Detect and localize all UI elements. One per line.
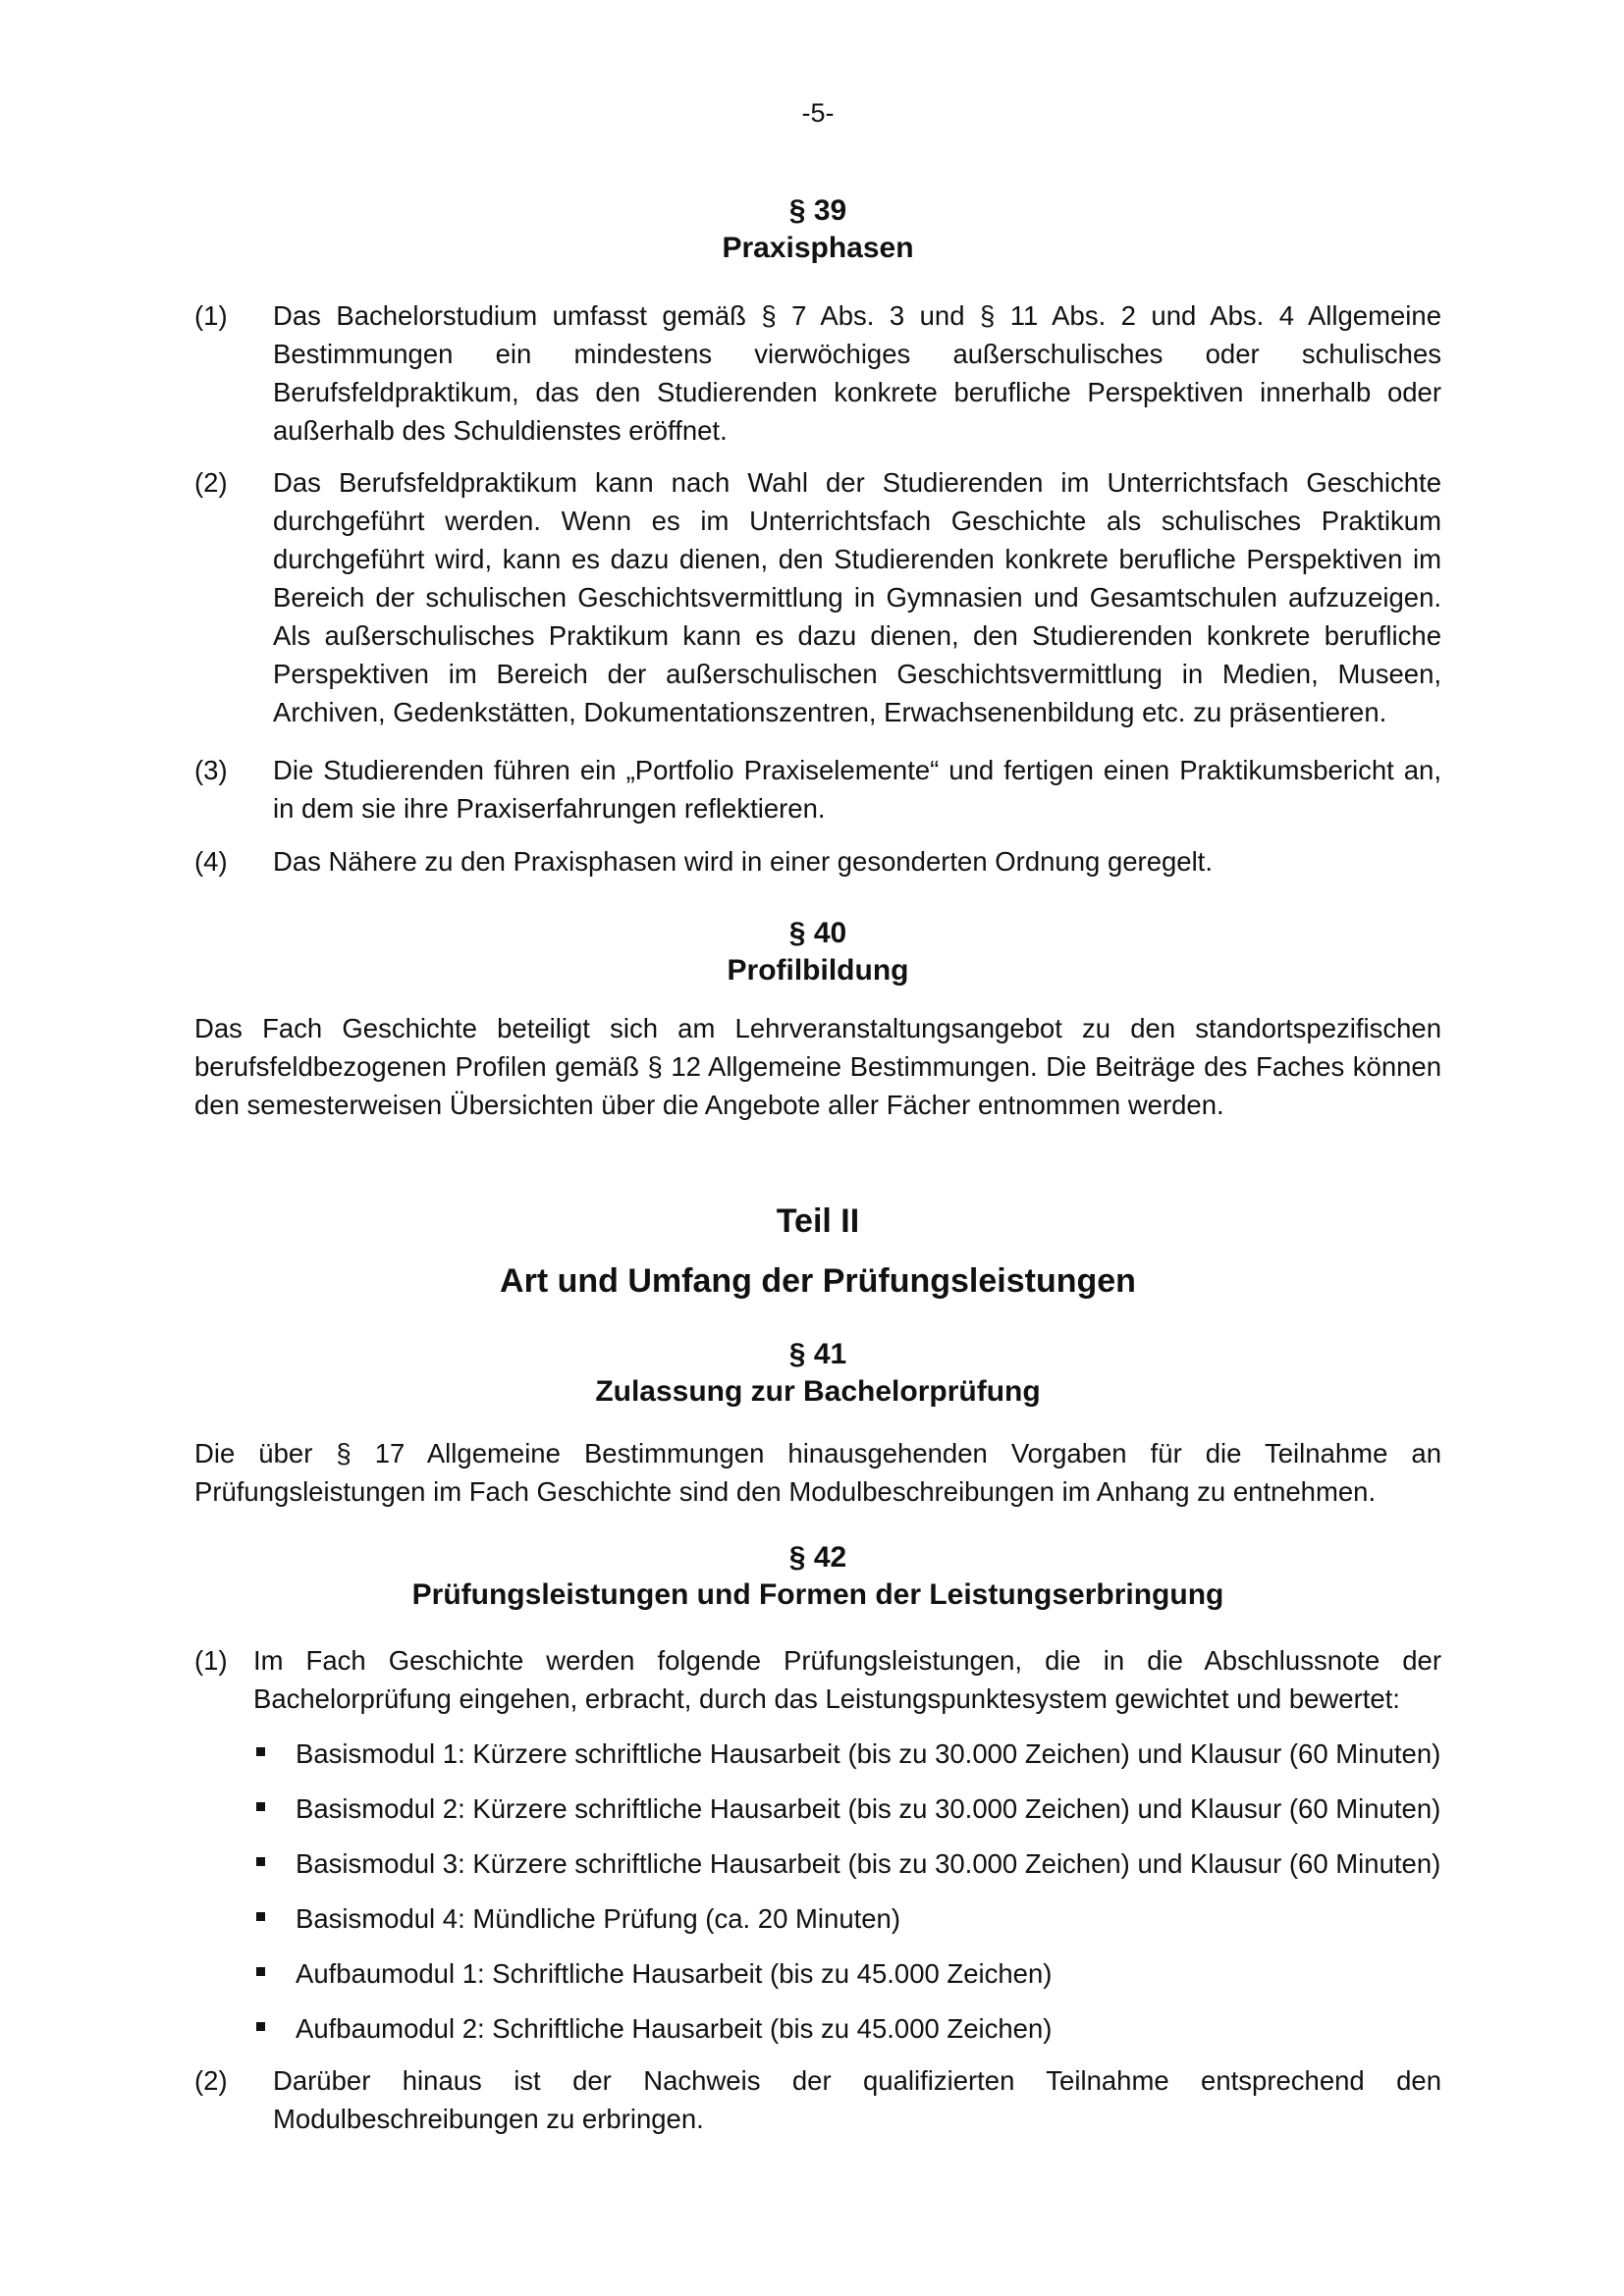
paragraph-text: Die Studierenden führen ein „Portfolio Praxiselemente“ und fertigen einen Praktikumsbericht an, in dem sie ihre Praxiserfahrungen reflektieren. (273, 755, 1441, 824)
section-40-number: § 40 (788, 917, 847, 949)
section-40 (194, 915, 1441, 989)
part-title: Teil II (776, 1202, 860, 1240)
section-39-number: § 39 (788, 194, 847, 227)
bullet-square-icon (194, 1844, 296, 1883)
section-42-paragraph-2 (194, 2061, 1441, 2138)
list-item (194, 1899, 1441, 1938)
paragraph-number: (1) (194, 1645, 228, 1676)
paragraph-text: Das Bachelorstudium umfasst gemäß § 7 Abs. 3 und § 11 Abs. 2 und Abs. 4 Allgemeine Bestimmungen ein mindestens vierwöchiges außerschulisches oder schulisches Berufsfeldpraktikum, das den Studierenden konkrete berufliche Perspektiven innerhalb oder außerhalb des Schuldienstes eröffnet. (273, 300, 1441, 446)
list-item-text: Basismodul 1: Kürzere schriftliche Hausarbeit (bis zu 30.000 Zeichen) und Klausur (60 Minuten) (296, 1738, 1441, 1769)
examination-list (194, 1735, 1441, 2048)
section-41-title: Zulassung zur Bachelorprüfung (595, 1375, 1041, 1408)
bullet-square-icon (194, 1899, 296, 1938)
section-41-number: § 41 (788, 1338, 847, 1370)
section-39-paragraph-3 (194, 751, 1441, 828)
section-39-paragraph-2 (194, 463, 1441, 731)
bullet-square-icon (194, 2009, 296, 2048)
section-42-title: Prüfungsleistungen und Formen der Leistungserbringung (411, 1578, 1224, 1611)
paragraph-text: Im Fach Geschichte werden folgende Prüfungsleistungen, die in die Abschlussnote der Bachelorprüfung eingehen, erbracht, durch das Leistungspunktesystem gewichtet und bewertet: (253, 1645, 1441, 1714)
list-item-text: Aufbaumodul 1: Schriftliche Hausarbeit (bis zu 45.000 Zeichen) (296, 1958, 1053, 1989)
section-40-title: Profilbildung (727, 954, 909, 987)
list-item-text: Basismodul 2: Kürzere schriftliche Hausarbeit (bis zu 30.000 Zeichen) und Klausur (60 Minuten) (296, 1793, 1441, 1824)
section-39-paragraph-1 (194, 296, 1441, 450)
paragraph-number: (4) (194, 846, 228, 877)
list-item (194, 2009, 1441, 2048)
list-item-text: Basismodul 4: Mündliche Prüfung (ca. 20 Minuten) (296, 1903, 901, 1934)
section-40-text: Das Fach Geschichte beteiligt sich am Lehrveranstaltungsangebot zu den standortspezifischen berufsfeldbezogenen Profilen gemäß § 12 Allgemeine Bestimmungen. Die Beiträge des Faches können den semesterweisen Übersichten über die Angebote aller Fächer entnommen werden. (194, 1013, 1441, 1120)
bullet-square-icon (194, 1735, 296, 1773)
paragraph-text: Darüber hinaus ist der Nachweis der qualifizierten Teilnahme entsprechend den Modulbeschreibungen zu erbringen. (273, 2065, 1441, 2134)
section-42-number: § 42 (788, 1541, 847, 1574)
list-item-text: Basismodul 3: Kürzere schriftliche Hausarbeit (bis zu 30.000 Zeichen) und Klausur (60 Minuten) (296, 1848, 1441, 1879)
section-42 (194, 1539, 1441, 1614)
list-item (194, 1844, 1441, 1883)
section-41 (194, 1336, 1441, 1411)
paragraph-text: Das Nähere zu den Praxisphasen wird in einer gesonderten Ordnung geregelt. (273, 846, 1213, 877)
section-41-text: Die über § 17 Allgemeine Bestimmungen hinausgehenden Vorgaben für die Teilnahme an Prüfungsleistungen im Fach Geschichte sind den Modulbeschreibungen im Anhang zu entnehmen. (194, 1438, 1441, 1507)
section-39-title: Praxisphasen (722, 232, 914, 264)
section-39-paragraph-4 (194, 842, 1441, 881)
list-item (194, 1735, 1441, 1773)
paragraph-number: (3) (194, 755, 228, 785)
list-item (194, 1789, 1441, 1828)
page-number: -5- (801, 98, 835, 128)
section-39 (194, 192, 1441, 267)
list-item-text: Aufbaumodul 2: Schriftliche Hausarbeit (bis zu 45.000 Zeichen) (296, 2013, 1053, 2044)
list-item (194, 1954, 1441, 1993)
paragraph-number: (1) (194, 300, 228, 331)
part-subtitle: Art und Umfang der Prüfungsleistungen (500, 1262, 1136, 1300)
paragraph-text: Das Berufsfeldpraktikum kann nach Wahl der Studierenden im Unterrichtsfach Geschichte durchgeführt werden. Wenn es im Unterrichtsfach Geschichte als schulisches Praktikum durchgeführt wird, kann es dazu dienen, den Studierenden konkrete berufliche Perspektiven im Bereich der schulischen Geschichtsvermittlung in Gymnasien und Gesamtschulen aufzuzeigen. Als außerschulisches Praktikum kann es dazu dienen, den Studierenden konkrete berufliche Perspektiven im Bereich der außerschulischen Geschichtsvermittlung in Medien, Museen, Archiven, Gedenkstätten, Dokumentationszentren, Erwachsenenbildung etc. zu präsentieren. (273, 467, 1441, 727)
bullet-square-icon (194, 1954, 296, 1993)
section-42-paragraph-1 (194, 1641, 1441, 2048)
paragraph-number: (2) (194, 467, 228, 498)
paragraph-number: (2) (194, 2065, 228, 2096)
bullet-square-icon (194, 1789, 296, 1828)
